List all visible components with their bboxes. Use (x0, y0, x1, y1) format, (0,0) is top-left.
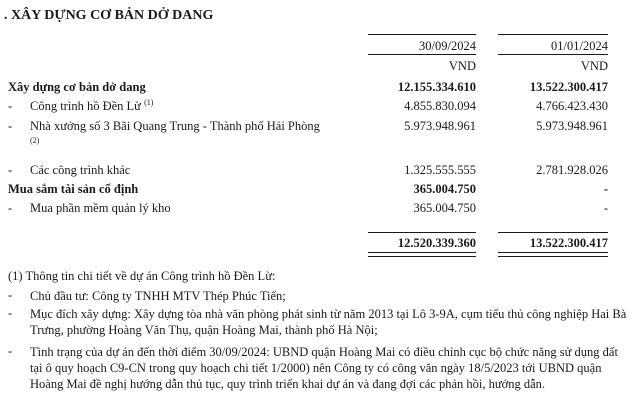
row-value-nha-xuong-1: 5.973.948.961 (404, 119, 476, 133)
header-rule-1 (368, 34, 476, 35)
notes-purpose: Mục đích xây dựng: Xây dựng tòa nhà văn phòng phát sinh từ năm 2013 tại Lô 3-9A, cụm tiểu thủ công nghiệp Hai Bà Trưng, phường Hoàng Văn Thụ, quận Hoàng Mai, thành phố Hà Nội; (30, 307, 627, 337)
column-unit-2: VND (580, 59, 608, 73)
row-value-den-lu-1: 4.855.830.094 (404, 99, 476, 113)
column-date-2: 01/01/2024 (551, 39, 608, 53)
row-label-nha-xuong: Nhà xưởng số 3 Bãi Quang Trung - Thành phố Hải Phòng (30, 119, 320, 133)
row-value-fixed-assets-2: - (603, 182, 608, 196)
total-top-rule-2 (498, 232, 608, 233)
total-value-1: 12.520.339.360 (397, 236, 476, 250)
header-rule-3 (368, 54, 476, 55)
row-value-cip-2: 13.522.300.417 (529, 80, 608, 94)
bullet-dash: - (8, 306, 13, 320)
total-double-rule-1 (368, 252, 476, 257)
row-value-other-2: 2.781.928.026 (536, 163, 608, 177)
bullet-dash: - (8, 201, 13, 215)
bullet-dash: - (8, 99, 13, 113)
row-label-fixed-assets: Mua sắm tài sản cố định (8, 182, 139, 196)
column-date-1: 30/09/2024 (419, 39, 476, 53)
bullet-dash: - (8, 119, 13, 133)
section-title: . XÂY DỰNG CƠ BẢN DỞ DANG (4, 8, 214, 23)
row-value-fixed-assets-1: 365.004.750 (413, 182, 476, 196)
column-unit-1: VND (448, 59, 476, 73)
row-label-other: Các công trình khác (30, 163, 131, 177)
row-label-software: Mua phần mềm quản lý kho (30, 201, 171, 215)
notes-status: Tình trạng của dự án đến thời điểm 30/09/2024: UBND quận Hoàng Mai có điều chỉnh cục bộ chức năng sử dụng đất tại ô quy hoạch C9-CN trong quy hoạch chi tiết 1/2000) nên Công ty có công văn ngày 18/5/2023 tới UBND quận Hoàng Mai đề nghị hướng dẫn thủ tục, quy trình triển khai dự án và đang đợi các phản hồi, hướng dẫn. (30, 345, 618, 391)
row-label-den-lu-text: Công trình hồ Đền Lừ (30, 99, 141, 113)
total-top-rule-1 (368, 232, 476, 233)
row-label-cip: Xây dựng cơ bản dở dang (8, 80, 146, 94)
footnote-ref-2: (2) (30, 136, 40, 145)
bullet-dash: - (8, 288, 13, 302)
bullet-dash: - (8, 344, 13, 358)
notes-investor: Chủ đầu tư: Công ty TNHH MTV Thép Phúc Tiến; (30, 289, 286, 303)
row-value-nha-xuong-2: 5.973.948.961 (536, 119, 608, 133)
notes-heading: (1) Thông tin chi tiết về dự án Công trình hồ Đền Lừ: (8, 269, 276, 283)
row-value-den-lu-2: 4.766.423.430 (536, 99, 608, 113)
row-value-software-2: - (603, 201, 608, 215)
row-label-den-lu (30, 99, 153, 113)
total-value-2: 13.522.300.417 (529, 236, 608, 250)
row-value-cip-1: 12.155.334.610 (397, 80, 476, 94)
row-value-other-1: 1.325.555.555 (404, 163, 476, 177)
footnote-ref-1: (1) (144, 97, 154, 107)
total-double-rule-2 (498, 252, 608, 257)
header-rule-2 (498, 34, 608, 35)
header-rule-4 (498, 54, 608, 55)
bullet-dash: - (8, 163, 13, 177)
row-value-software-1: 365.004.750 (413, 201, 476, 215)
